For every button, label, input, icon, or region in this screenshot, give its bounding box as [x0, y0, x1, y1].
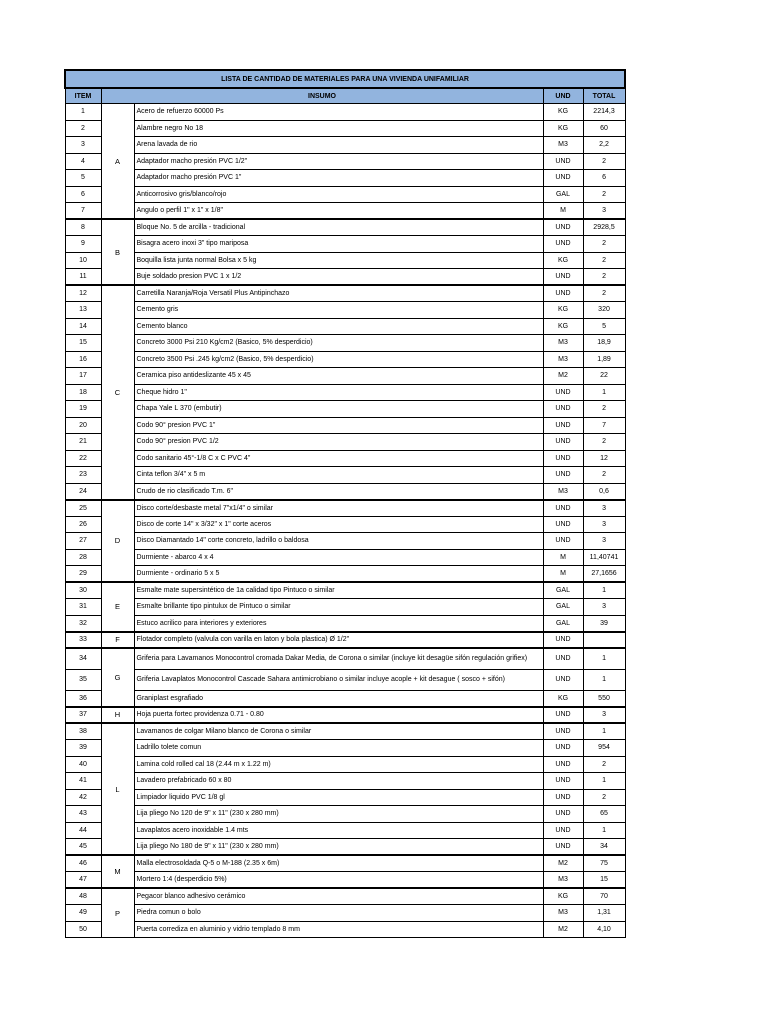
table-row: [65, 318, 625, 335]
table-row: [65, 137, 625, 154]
table-row: [65, 285, 625, 302]
unit-cell: GAL: [543, 186, 583, 203]
total-cell: 2: [583, 153, 625, 170]
table-row: [65, 236, 625, 253]
table-row: [65, 219, 625, 236]
item-number-cell: 13: [65, 302, 101, 319]
total-cell: 0,6: [583, 483, 625, 500]
insumo-cell: Lavamanos de colgar Milano blanco de Corona o similar: [134, 723, 543, 740]
total-cell: 39: [583, 615, 625, 632]
insumo-cell: Griferia Lavaplatos Monocontrol Cascade Sahara antimicrobiano o similar incluye acople + kit desague ( sosco + sifón): [134, 669, 543, 690]
unit-cell: M2: [543, 855, 583, 872]
unit-cell: GAL: [543, 615, 583, 632]
item-number-cell: 15: [65, 335, 101, 352]
table-body: [65, 104, 625, 938]
unit-cell: KG: [543, 302, 583, 319]
insumo-cell: Durmiente - ordinario 5 x 5: [134, 566, 543, 583]
unit-cell: UND: [543, 632, 583, 649]
total-cell: 2: [583, 252, 625, 269]
insumo-cell: Angulo o perfil 1" x 1" x 1/8": [134, 203, 543, 220]
item-number-cell: 20: [65, 417, 101, 434]
total-cell: 3: [583, 516, 625, 533]
insumo-cell: Codo sanitario 45°-1/8 C x C PVC 4": [134, 450, 543, 467]
title-row: [65, 70, 625, 88]
insumo-cell: Codo 90° presion PVC 1/2: [134, 434, 543, 451]
total-cell: 320: [583, 302, 625, 319]
table-row: [65, 905, 625, 922]
item-number-cell: 1: [65, 104, 101, 121]
table-row: [65, 549, 625, 566]
insumo-cell: Cemento gris: [134, 302, 543, 319]
unit-cell: KG: [543, 318, 583, 335]
item-number-cell: 50: [65, 921, 101, 938]
total-cell: 2: [583, 236, 625, 253]
unit-cell: KG: [543, 120, 583, 137]
unit-cell: UND: [543, 773, 583, 790]
group-letter-cell: L: [101, 723, 134, 855]
unit-cell: UND: [543, 723, 583, 740]
unit-cell: M: [543, 203, 583, 220]
item-number-cell: 2: [65, 120, 101, 137]
unit-cell: UND: [543, 756, 583, 773]
group-letter-cell: F: [101, 632, 134, 649]
table-row: [65, 384, 625, 401]
total-cell: 3: [583, 533, 625, 550]
unit-cell: UND: [543, 417, 583, 434]
unit-cell: KG: [543, 104, 583, 121]
item-number-cell: 34: [65, 648, 101, 669]
item-number-cell: 40: [65, 756, 101, 773]
group-letter-cell: M: [101, 855, 134, 888]
unit-cell: UND: [543, 839, 583, 856]
item-number-cell: 19: [65, 401, 101, 418]
total-cell: 3: [583, 203, 625, 220]
insumo-cell: Cinta teflon 3/4" x 5 m: [134, 467, 543, 484]
unit-cell: UND: [543, 500, 583, 517]
unit-cell: UND: [543, 285, 583, 302]
total-cell: [583, 632, 625, 649]
total-cell: 2: [583, 285, 625, 302]
insumo-cell: Disco corte/desbaste metal 7"x1/4" o similar: [134, 500, 543, 517]
group-letter-cell: P: [101, 888, 134, 938]
item-number-cell: 7: [65, 203, 101, 220]
insumo-cell: Estuco acrilico para interiores y exteriores: [134, 615, 543, 632]
item-number-cell: 29: [65, 566, 101, 583]
insumo-cell: Pegacor blanco adhesivo cerámico: [134, 888, 543, 905]
unit-cell: M: [543, 549, 583, 566]
table-row: [65, 351, 625, 368]
table-row: [65, 401, 625, 418]
total-cell: 1: [583, 822, 625, 839]
total-cell: 1: [583, 648, 625, 669]
insumo-cell: Cemento blanco: [134, 318, 543, 335]
unit-cell: UND: [543, 219, 583, 236]
total-cell: 70: [583, 888, 625, 905]
unit-cell: M3: [543, 351, 583, 368]
item-number-cell: 38: [65, 723, 101, 740]
unit-cell: GAL: [543, 582, 583, 599]
unit-cell: M3: [543, 335, 583, 352]
insumo-cell: Durmiente - abarco 4 x 4: [134, 549, 543, 566]
header-und: UND: [543, 88, 583, 104]
item-number-cell: 36: [65, 690, 101, 707]
item-number-cell: 27: [65, 533, 101, 550]
header-insumo: INSUMO: [101, 88, 543, 104]
insumo-cell: Lamina cold rolled cal 18 (2.44 m x 1.22 m): [134, 756, 543, 773]
header-total: TOTAL: [583, 88, 625, 104]
unit-cell: KG: [543, 252, 583, 269]
item-number-cell: 31: [65, 599, 101, 616]
insumo-cell: Anticorrosivo gris/blanco/rojo: [134, 186, 543, 203]
item-number-cell: 43: [65, 806, 101, 823]
total-cell: 6: [583, 170, 625, 187]
total-cell: 1: [583, 384, 625, 401]
item-number-cell: 12: [65, 285, 101, 302]
insumo-cell: Ceramica piso antideslizante 45 x 45: [134, 368, 543, 385]
total-cell: 550: [583, 690, 625, 707]
table-row: [65, 120, 625, 137]
total-cell: 15: [583, 872, 625, 889]
insumo-cell: Crudo de rio clasificado T.m. 6": [134, 483, 543, 500]
item-number-cell: 9: [65, 236, 101, 253]
insumo-cell: Bisagra acero inoxi 3" tipo mariposa: [134, 236, 543, 253]
unit-cell: UND: [543, 669, 583, 690]
table-row: [65, 822, 625, 839]
insumo-cell: Malla electrosoldada Q-5 o M-188 (2.35 x 6m): [134, 855, 543, 872]
total-cell: 5: [583, 318, 625, 335]
item-number-cell: 47: [65, 872, 101, 889]
table-row: [65, 615, 625, 632]
table-row: [65, 723, 625, 740]
unit-cell: M3: [543, 483, 583, 500]
insumo-cell: Graniplast esgrafiado: [134, 690, 543, 707]
table-row: [65, 368, 625, 385]
unit-cell: GAL: [543, 599, 583, 616]
item-number-cell: 6: [65, 186, 101, 203]
table-row: [65, 648, 625, 669]
group-letter-cell: G: [101, 648, 134, 707]
unit-cell: UND: [543, 740, 583, 757]
unit-cell: UND: [543, 269, 583, 286]
insumo-cell: Limpiador liquido PVC 1/8 gl: [134, 789, 543, 806]
item-number-cell: 11: [65, 269, 101, 286]
item-number-cell: 23: [65, 467, 101, 484]
insumo-cell: Carretilla Naranja/Roja Versatil Plus Antipinchazo: [134, 285, 543, 302]
unit-cell: UND: [543, 789, 583, 806]
table-row: [65, 707, 625, 724]
unit-cell: UND: [543, 450, 583, 467]
item-number-cell: 14: [65, 318, 101, 335]
insumo-cell: Esmalte brillante tipo pintulux de Pintuco o similar: [134, 599, 543, 616]
total-cell: 2: [583, 269, 625, 286]
insumo-cell: Arena lavada de rio: [134, 137, 543, 154]
total-cell: 11,40741: [583, 549, 625, 566]
table-row: [65, 690, 625, 707]
table-row: [65, 921, 625, 938]
materials-sheet: [64, 69, 624, 938]
insumo-cell: Puerta corrediza en aluminio y vidrio templado 8 mm: [134, 921, 543, 938]
insumo-cell: Lavadero prefabricado 60 x 80: [134, 773, 543, 790]
table-row: [65, 186, 625, 203]
unit-cell: UND: [543, 533, 583, 550]
table-row: [65, 839, 625, 856]
item-number-cell: 10: [65, 252, 101, 269]
total-cell: 2: [583, 467, 625, 484]
total-cell: 2: [583, 789, 625, 806]
total-cell: 65: [583, 806, 625, 823]
total-cell: 1: [583, 669, 625, 690]
unit-cell: M3: [543, 137, 583, 154]
table-row: [65, 252, 625, 269]
total-cell: 22: [583, 368, 625, 385]
insumo-cell: Piedra comun o bolo: [134, 905, 543, 922]
item-number-cell: 5: [65, 170, 101, 187]
item-number-cell: 42: [65, 789, 101, 806]
table-row: [65, 533, 625, 550]
table-row: [65, 500, 625, 517]
item-number-cell: 3: [65, 137, 101, 154]
table-title: LISTA DE CANTIDAD DE MATERIALES PARA UNA VIVIENDA UNIFAMILIAR: [65, 70, 625, 88]
total-cell: 954: [583, 740, 625, 757]
unit-cell: UND: [543, 153, 583, 170]
item-number-cell: 41: [65, 773, 101, 790]
header-item: ITEM: [65, 88, 101, 104]
unit-cell: UND: [543, 822, 583, 839]
table-row: [65, 756, 625, 773]
insumo-cell: Cheque hidro 1": [134, 384, 543, 401]
table-row: [65, 203, 625, 220]
table-row: [65, 582, 625, 599]
total-cell: 7: [583, 417, 625, 434]
item-number-cell: 35: [65, 669, 101, 690]
item-number-cell: 28: [65, 549, 101, 566]
insumo-cell: Concreto 3000 Psi 210 Kg/cm2 (Basico, 5% desperdicio): [134, 335, 543, 352]
total-cell: 1: [583, 773, 625, 790]
insumo-cell: Chapa Yale L 370 (embutir): [134, 401, 543, 418]
total-cell: 2214,3: [583, 104, 625, 121]
insumo-cell: Concreto 3500 Psi .245 kg/cm2 (Basico, 5% desperdicio): [134, 351, 543, 368]
unit-cell: KG: [543, 888, 583, 905]
unit-cell: M: [543, 566, 583, 583]
insumo-cell: Codo 90° presion PVC 1": [134, 417, 543, 434]
total-cell: 2: [583, 756, 625, 773]
insumo-cell: Ladrillo tolete comun: [134, 740, 543, 757]
item-number-cell: 49: [65, 905, 101, 922]
item-number-cell: 32: [65, 615, 101, 632]
insumo-cell: Flotador completo (valvula con varilla en laton y bola plastica) Ø 1/2": [134, 632, 543, 649]
item-number-cell: 4: [65, 153, 101, 170]
table-row: [65, 417, 625, 434]
total-cell: 1: [583, 723, 625, 740]
insumo-cell: Disco Diamantado 14" corte concreto, ladrillo o baldosa: [134, 533, 543, 550]
total-cell: 34: [583, 839, 625, 856]
total-cell: 1: [583, 582, 625, 599]
item-number-cell: 18: [65, 384, 101, 401]
table-row: [65, 104, 625, 121]
total-cell: 27,1656: [583, 566, 625, 583]
insumo-cell: Hoja puerta fortec providenza 0.71 - 0.80: [134, 707, 543, 724]
insumo-cell: Griferia para Lavamanos Monocontrol cromada Dakar Media, de Corona o similar (incluye kit desagüe sifón regulación grifiex): [134, 648, 543, 669]
total-cell: 2: [583, 401, 625, 418]
insumo-cell: Disco de corte 14" x 3/32" x 1" corte aceros: [134, 516, 543, 533]
total-cell: 2928,5: [583, 219, 625, 236]
insumo-cell: Mortero 1:4 (desperdicio 5%): [134, 872, 543, 889]
unit-cell: UND: [543, 236, 583, 253]
item-number-cell: 26: [65, 516, 101, 533]
table-row: [65, 872, 625, 889]
unit-cell: UND: [543, 806, 583, 823]
unit-cell: M3: [543, 905, 583, 922]
item-number-cell: 24: [65, 483, 101, 500]
table-row: [65, 516, 625, 533]
insumo-cell: Lija pliego No 180 de 9" x 11" (230 x 280 mm): [134, 839, 543, 856]
materials-table: [64, 69, 626, 938]
unit-cell: UND: [543, 434, 583, 451]
item-number-cell: 45: [65, 839, 101, 856]
item-number-cell: 37: [65, 707, 101, 724]
group-letter-cell: E: [101, 582, 134, 632]
table-row: [65, 855, 625, 872]
total-cell: 3: [583, 707, 625, 724]
insumo-cell: Boquilla lista junta normal Bolsa x 5 kg: [134, 252, 543, 269]
table-row: [65, 789, 625, 806]
total-cell: 1,89: [583, 351, 625, 368]
item-number-cell: 30: [65, 582, 101, 599]
unit-cell: UND: [543, 401, 583, 418]
item-number-cell: 17: [65, 368, 101, 385]
unit-cell: UND: [543, 707, 583, 724]
unit-cell: KG: [543, 690, 583, 707]
total-cell: 18,9: [583, 335, 625, 352]
total-cell: 3: [583, 500, 625, 517]
unit-cell: M2: [543, 921, 583, 938]
table-row: [65, 269, 625, 286]
insumo-cell: Acero de refuerzo 60000 Ps: [134, 104, 543, 121]
group-letter-cell: B: [101, 219, 134, 285]
unit-cell: UND: [543, 384, 583, 401]
table-row: [65, 450, 625, 467]
table-row: [65, 669, 625, 690]
table-row: [65, 483, 625, 500]
group-letter-cell: C: [101, 285, 134, 500]
total-cell: 12: [583, 450, 625, 467]
table-row: [65, 566, 625, 583]
item-number-cell: 33: [65, 632, 101, 649]
header-row: [65, 88, 625, 104]
table-row: [65, 335, 625, 352]
item-number-cell: 8: [65, 219, 101, 236]
item-number-cell: 22: [65, 450, 101, 467]
unit-cell: M2: [543, 368, 583, 385]
total-cell: 2,2: [583, 137, 625, 154]
item-number-cell: 16: [65, 351, 101, 368]
total-cell: 75: [583, 855, 625, 872]
total-cell: 60: [583, 120, 625, 137]
total-cell: 4,10: [583, 921, 625, 938]
table-row: [65, 599, 625, 616]
insumo-cell: Lavaplatos acero inoxidable 1.4 mts: [134, 822, 543, 839]
insumo-cell: Bloque No. 5 de arcilla - tradicional: [134, 219, 543, 236]
unit-cell: UND: [543, 648, 583, 669]
total-cell: 3: [583, 599, 625, 616]
table-row: [65, 153, 625, 170]
item-number-cell: 21: [65, 434, 101, 451]
insumo-cell: Esmalte mate supersintético de 1a calidad tipo Pintuco o similar: [134, 582, 543, 599]
item-number-cell: 48: [65, 888, 101, 905]
table-row: [65, 302, 625, 319]
unit-cell: UND: [543, 170, 583, 187]
insumo-cell: Alambre negro No 18: [134, 120, 543, 137]
table-row: [65, 467, 625, 484]
item-number-cell: 46: [65, 855, 101, 872]
group-letter-cell: D: [101, 500, 134, 583]
unit-cell: UND: [543, 516, 583, 533]
insumo-cell: Adaptador macho presión PVC 1/2": [134, 153, 543, 170]
unit-cell: M3: [543, 872, 583, 889]
table-row: [65, 740, 625, 757]
table-row: [65, 806, 625, 823]
insumo-cell: Buje soldado presion PVC 1 x 1/2: [134, 269, 543, 286]
table-row: [65, 632, 625, 649]
item-number-cell: 25: [65, 500, 101, 517]
table-row: [65, 170, 625, 187]
item-number-cell: 39: [65, 740, 101, 757]
total-cell: 2: [583, 434, 625, 451]
total-cell: 2: [583, 186, 625, 203]
insumo-cell: Adaptador macho presión PVC 1": [134, 170, 543, 187]
table-row: [65, 888, 625, 905]
unit-cell: UND: [543, 467, 583, 484]
group-letter-cell: H: [101, 707, 134, 724]
item-number-cell: 44: [65, 822, 101, 839]
table-row: [65, 434, 625, 451]
table-row: [65, 773, 625, 790]
insumo-cell: Lija pliego No 120 de 9" x 11" (230 x 280 mm): [134, 806, 543, 823]
group-letter-cell: A: [101, 104, 134, 220]
total-cell: 1,31: [583, 905, 625, 922]
